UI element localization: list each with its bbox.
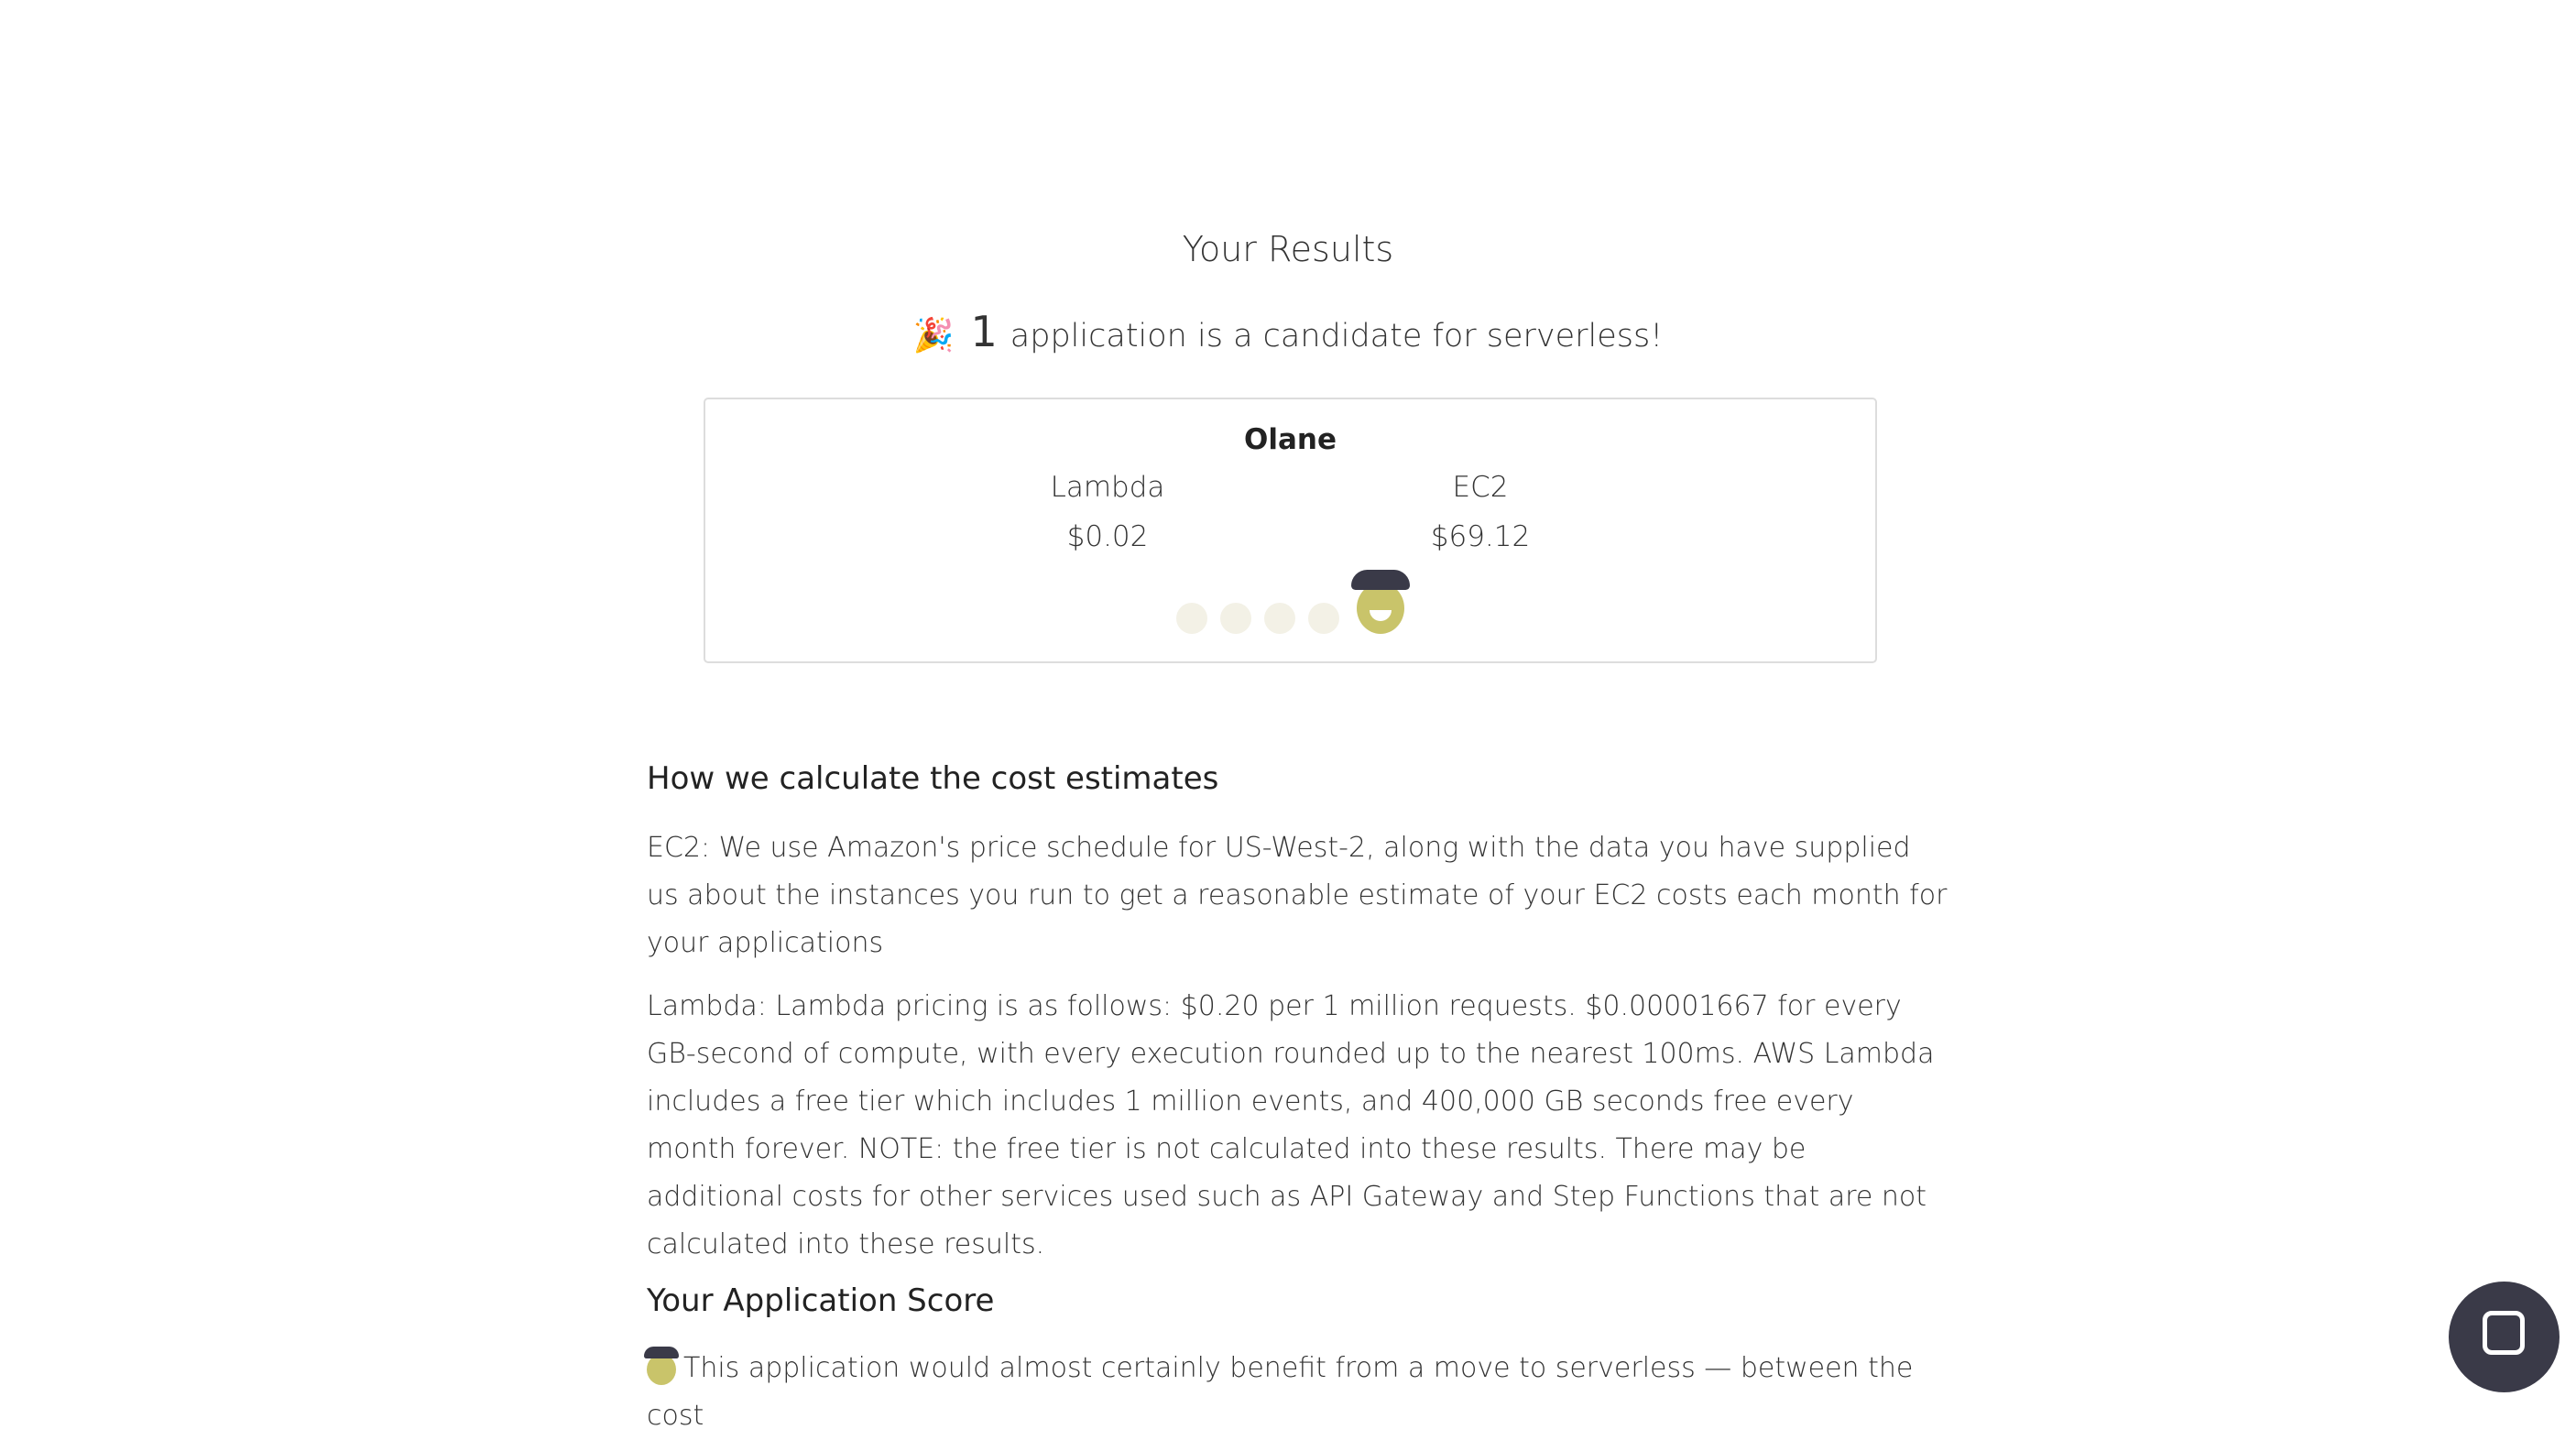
score-rating <box>705 583 1875 634</box>
candidate-count: 1 <box>970 307 998 356</box>
score-explanation <box>647 1345 1948 1440</box>
slight-smile-icon <box>1264 603 1295 634</box>
lambda-cost <box>970 471 1245 553</box>
lambda-label: Lambda <box>1050 471 1165 504</box>
candidate-summary <box>0 307 2576 356</box>
thinking-face-icon <box>1220 603 1251 634</box>
pensive-face-icon <box>1176 603 1207 634</box>
results-title: Your Results <box>1182 229 1394 269</box>
cowboy-face-icon <box>1357 583 1404 634</box>
ec2-explanation: EC2: We use Amazon's price schedule for US-West-2, along with the data you have supplied us about the instances you run to get a reasonable estimate of your EC2 costs each month for your applications <box>647 832 1948 959</box>
lambda-explanation: Lambda: Lambda pricing is as follows: $0.20 per 1 million requests. $0.00001667 for every GB-second of compute, with every execution rounded up to the nearest 100ms. AWS Lambda includes a free tier which includes 1 million events, and 400,000 GB seconds free every month forever. NOTE: the free tier is not calculated into these results. There may be additional costs for other services used such as API Gateway and Step Functions that are not calculated into these results. <box>647 990 1935 1260</box>
score-text: This application would almost certainly benefit from a move to serverless — between the cost <box>647 1352 1914 1432</box>
cost-estimate-heading: How we calculate the cost estimates <box>647 760 1219 797</box>
party-popper-icon: 🎉 <box>912 317 955 355</box>
lambda-price: $0.02 <box>1066 520 1149 553</box>
chat-icon <box>2483 1311 2525 1355</box>
chat-button[interactable] <box>2449 1282 2560 1392</box>
application-name: Olane <box>1244 423 1337 456</box>
ec2-cost <box>1343 471 1618 553</box>
ec2-price: $69.12 <box>1430 520 1531 553</box>
candidate-text: application is a candidate for serverless! <box>1010 318 1664 355</box>
application-card <box>704 398 1877 663</box>
ec2-label: EC2 <box>1452 471 1509 504</box>
application-score-heading: Your Application Score <box>647 1282 995 1319</box>
cowboy-face-icon <box>647 1354 676 1385</box>
grinning-face-icon <box>1308 603 1339 634</box>
